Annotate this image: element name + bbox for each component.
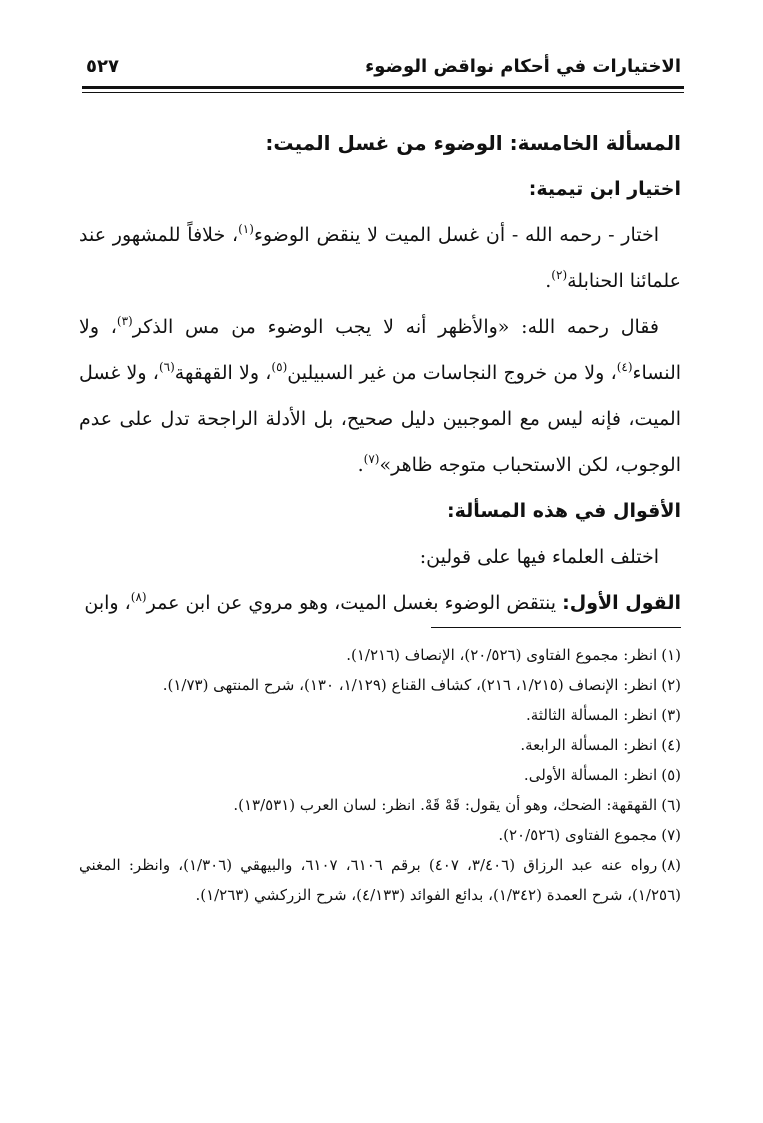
paragraph-text: اختار - رحمه الله - أن غسل الميت لا ينقض الوضوء [253,224,659,246]
footnote-ref[interactable]: (٣) [116,314,133,328]
footnote-item [79,760,681,790]
footnote-text: انظر: المسألة الأولى. [523,766,658,784]
footnote-text: رواه عنه عبد الرزاق (٣/٤٠٦، ٤٠٧) برقم ٦١٠٦، ٦١٠٧، والبيهقي (١/٣٠٦)، وانظر: المغني (١/٢٥٦)، شرح العمدة (١/٣٤٢)، بدائع الفوائد (٤/١٣٣)، شرح الزركشي (١/٢٦٣). [79,856,681,904]
footnote-item [79,850,681,910]
paragraph-first-opinion [79,580,681,626]
footnote-text: انظر: المسألة الثالثة. [525,706,658,724]
footnote-item [79,670,681,700]
choice-heading: اختيار ابن تيمية: [528,178,681,200]
footnote-text: انظر: مجموع الفتاوى (٢٠/٥٢٦)، الإنصاف (١/٢١٦). [346,646,658,664]
footnote-item [79,790,681,820]
footnote-ref[interactable]: (٤) [616,360,633,374]
running-title: الاختيارات في أحكام نواقض الوضوء [365,56,681,77]
footnote-number: (١) [661,646,681,664]
paragraph-text: . [545,270,552,292]
footnote-item [79,700,681,730]
paragraph-text: ، ولا النساء [79,316,682,384]
footnote-ref[interactable]: (٢) [551,268,568,282]
footnote-ref[interactable]: (٨) [130,590,147,604]
paragraph-text: . [357,454,364,476]
footnote-item [79,640,681,670]
footnote-number: (٥) [661,766,681,784]
paragraph-choice [79,212,681,304]
footnote-number: (٧) [661,826,681,844]
footnote-text: انظر: المسألة الرابعة. [520,736,658,754]
paragraph-text: ، وابن [84,592,131,614]
footnote-number: (٨) [661,856,682,874]
footnote-ref[interactable]: (٦) [158,360,175,374]
page-number: ٥٢٧ [86,56,119,77]
footnote-item [79,730,681,760]
footnote-number: (٤) [661,736,681,754]
paragraph-text: ، ولا غسل الميت، فإنه ليس مع الموجبين دليل صحيح، بل الأدلة الراجحة تدل على عدم الوجوب، لكن الاستحباب متوجه ظاهر» [79,362,681,476]
footnote-text: انظر: الإنصاف (١/٢١٥، ٢١٦)، كشاف القناع (١/١٢٩، ١٣٠)، شرح المنتهى (١/٧٣). [162,676,658,694]
section-heading: المسألة الخامسة: الوضوء من غسل الميت: [265,131,681,155]
opinion-label: القول الأول: [562,592,681,614]
footnote-rule [431,627,681,628]
paragraph-text: ، ولا من خروج النجاسات من غير السبيلين [287,362,617,384]
opinions-heading: الأقوال في هذه المسألة: [447,500,681,522]
footnote-number: (٢) [661,676,681,694]
footnotes-list [79,640,681,910]
footnote-ref[interactable]: (٥) [271,360,288,374]
footnote-number: (٣) [661,706,681,724]
paragraph-intro: اختلف العلماء فيها على قولين: [419,546,659,568]
header-rule-thin [82,92,684,93]
paragraph-text: ، خلافاً للمشهور عند علمائنا الحنابلة [79,224,681,292]
body-text [79,114,681,626]
header-rule [82,86,684,89]
paragraph-text: ينتقض الوضوء بغسل الميت، وهو مروي عن ابن عمر [146,592,563,614]
footnote-item [79,820,681,850]
paragraph-quote [79,304,681,488]
paragraph-text: ، ولا القهقهة [174,362,272,384]
footnote-ref[interactable]: (١) [238,222,254,236]
paragraph-text: فقال رحمه الله: «والأظهر أنه لا يجب الوضوء من مس الذكر [132,316,659,338]
footnote-text: القهقهة: الضحك، وهو أن يقول: قَهْ قَهْ. انظر: لسان العرب (١٣/٥٣١). [233,796,658,814]
footnote-number: (٦) [661,796,681,814]
footnote-text: مجموع الفتاوى (٢٠/٥٢٦). [498,826,658,844]
footnote-ref[interactable]: (٧) [363,452,380,466]
